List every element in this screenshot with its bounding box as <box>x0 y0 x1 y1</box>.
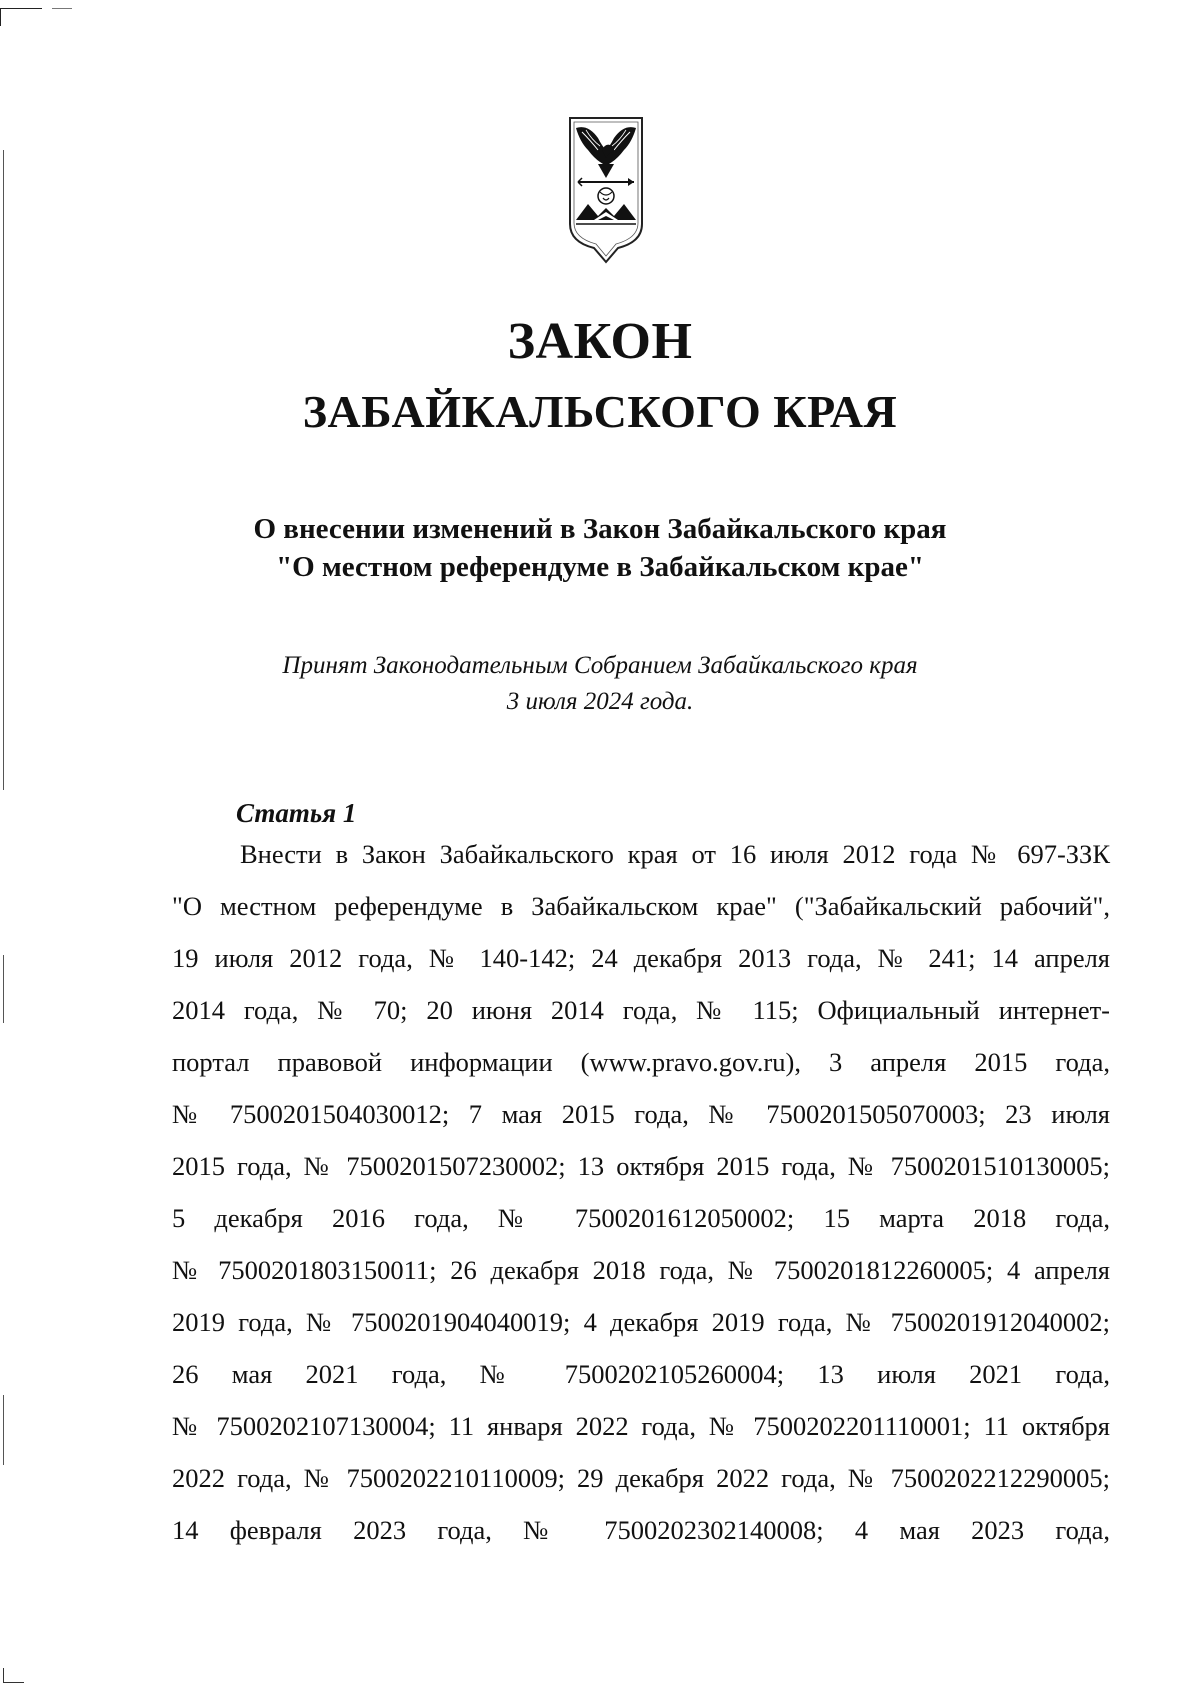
body-line: 2014 года, № 70; 20 июня 2014 года, № 115; Официальный интернет- <box>172 995 1110 1025</box>
body-line: "О местном референдуме в Забайкальском крае" ("Забайкальский рабочий", <box>172 891 1110 921</box>
adoption-note <box>0 648 1200 720</box>
body-line: 19 июля 2012 года, № 140-142; 24 декабря 2013 года, № 241; 14 апреля <box>172 943 1110 973</box>
body-line: № 7500201803150011; 26 декабря 2018 года, № 7500201812260005; 4 апреля <box>172 1255 1110 1285</box>
scan-artifact-corner <box>0 8 42 9</box>
article-body <box>172 828 1110 1556</box>
scan-artifact-left-edge <box>3 1395 4 1465</box>
body-line: 5 декабря 2016 года, № 7500201612050002; 15 марта 2018 года, <box>172 1203 1110 1233</box>
scan-artifact-bottom-corner <box>3 1668 24 1683</box>
law-subject-line: "О местном референдуме в Забайкальском крае" <box>276 551 924 583</box>
adoption-note-line: Принят Законодательным Собранием Забайкальского края <box>282 652 918 679</box>
body-line: 14 февраля 2023 года, № 7500202302140008; 4 мая 2023 года, <box>172 1515 1110 1545</box>
law-title: ЗАКОН <box>507 313 693 370</box>
body-line: 2019 года, № 7500201904040019; 4 декабря 2019 года, № 7500201912040002; <box>172 1307 1110 1337</box>
law-subject-line: О внесении изменений в Закон Забайкальского края <box>253 513 947 545</box>
scan-artifact-dash <box>52 8 72 9</box>
scan-artifact-corner-vertical <box>0 8 1 26</box>
coat-of-arms-icon <box>568 116 644 264</box>
body-line: 26 мая 2021 года, № 7500202105260004; 13 июля 2021 года, <box>172 1359 1110 1389</box>
body-line: 2022 года, № 7500202210110009; 29 декабря 2022 года, № 7500202212290005; <box>172 1463 1110 1493</box>
law-title-region: ЗАБАЙКАЛЬСКОГО КРАЯ <box>302 386 898 437</box>
body-line: № 7500202107130004; 11 января 2022 года, № 7500202201110001; 11 октября <box>172 1411 1110 1441</box>
body-line: 2015 года, № 7500201507230002; 13 октября 2015 года, № 7500201510130005; <box>172 1151 1110 1181</box>
article-heading: Статья 1 <box>236 798 357 828</box>
law-subject <box>0 510 1200 586</box>
body-line: № 7500201504030012; 7 мая 2015 года, № 7500201505070003; 23 июля <box>172 1099 1110 1129</box>
body-line: Внести в Закон Забайкальского края от 16 июля 2012 года № 697-ЗЗК <box>240 839 1110 869</box>
scan-artifact-left-edge <box>3 955 4 1023</box>
body-line: портал правовой информации (www.pravo.gov.ru), 3 апреля 2015 года, <box>172 1047 1110 1077</box>
adoption-date: 3 июля 2024 года. <box>506 688 694 715</box>
